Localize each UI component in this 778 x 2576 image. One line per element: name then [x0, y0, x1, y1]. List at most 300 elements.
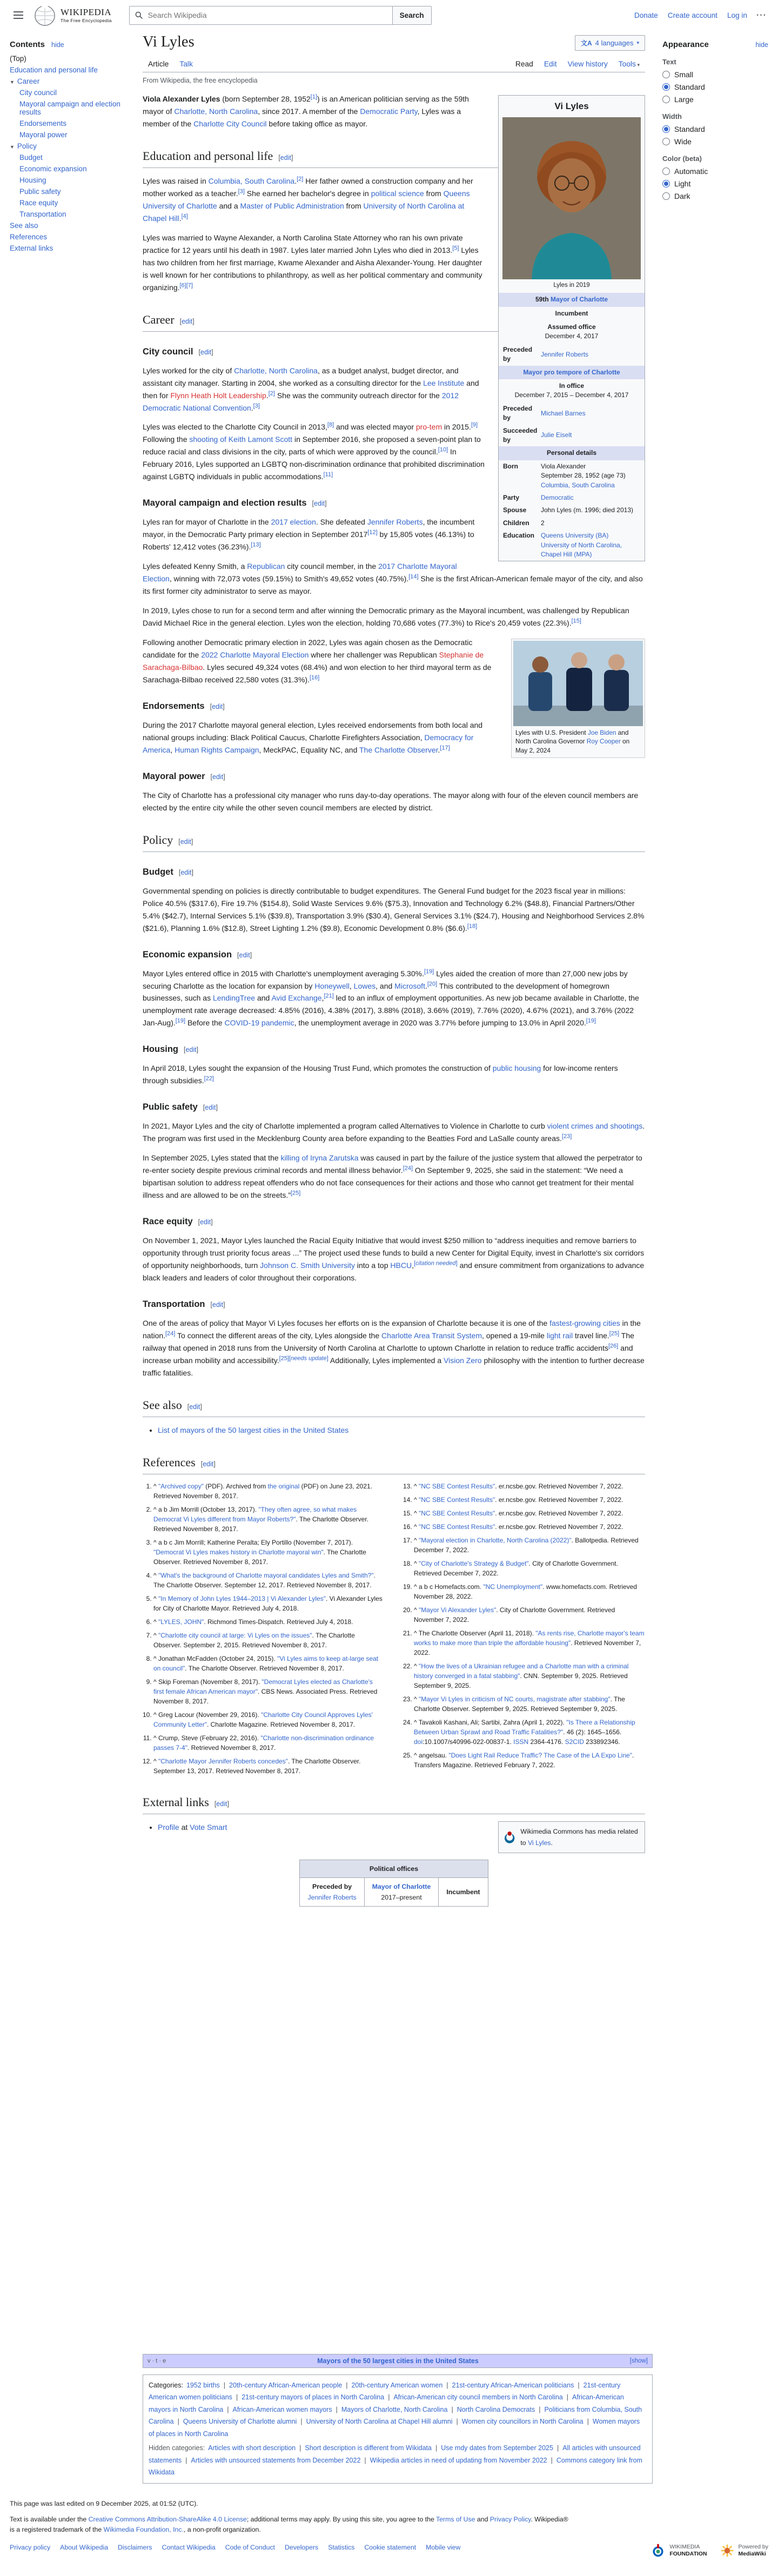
radio-button[interactable]	[662, 138, 670, 145]
page-title: Vi Lyles	[143, 33, 194, 50]
category-link[interactable]: Articles with unsourced statements from December 2022	[191, 2456, 361, 2464]
edit-link[interactable]: edit	[180, 868, 192, 876]
wikipedia-logo[interactable]	[33, 4, 112, 26]
page-tabs	[143, 56, 645, 72]
toc-list	[10, 55, 124, 252]
reference: 4. ^ "What's the background of Charlotte mayoral candidates Lyles and Smith?". The Charlotte Observer. September 12, 2017. Retrieved November 8, 2017.	[153, 1571, 385, 1590]
preceded-by-link[interactable]: Jennifer Roberts	[541, 350, 589, 358]
wiki-link[interactable]: "They often agree, so what makes Democrat Vi Lyles different from Mayor Roberts?"	[153, 1505, 357, 1523]
infobox-row: Spouse John Lyles (m. 1996; died 2013)	[503, 506, 633, 514]
wiki-link[interactable]: shooting of Keith Lamont Scott	[189, 435, 293, 444]
wiki-link[interactable]: The Charlotte Observer	[359, 745, 438, 754]
section-heading-city-council: City council [edit]	[143, 346, 213, 357]
wiki-link[interactable]: killing of Iryna Zarutska	[280, 1153, 359, 1163]
ref-link[interactable]: [3]	[253, 402, 260, 409]
appearance-group-title: Text	[662, 58, 676, 66]
succession-office: Mayor of Charlotte 2017–present	[364, 1877, 439, 1906]
wiki-link[interactable]: Lowes	[353, 981, 376, 990]
commons-box	[498, 1821, 645, 1853]
toc-item	[10, 244, 124, 252]
office1-header	[499, 293, 645, 306]
ref-link[interactable]: [24]	[403, 1165, 413, 1172]
radio-button[interactable]	[662, 167, 670, 175]
succession-preceded-link[interactable]: Jennifer Roberts	[307, 1894, 357, 1902]
toc-item	[10, 131, 124, 139]
category-link[interactable]: 1952 births	[186, 2381, 220, 2389]
wiki-link[interactable]: Democratic Party	[360, 106, 418, 116]
edit-link[interactable]: edit	[203, 1460, 214, 1468]
ref-link[interactable]: [13]	[251, 541, 261, 548]
wiki-link[interactable]: "Mayoral election in Charlotte, North Carolina (2022)"	[418, 1536, 572, 1544]
tab-edit[interactable]: Edit	[544, 60, 557, 68]
edit-link[interactable]: edit	[314, 500, 325, 508]
toc-item	[10, 222, 124, 230]
appearance-option-automatic[interactable]: Automatic	[662, 167, 768, 176]
wiki-link[interactable]: LendingTree	[212, 994, 256, 1003]
tabs-right	[510, 56, 645, 72]
toc-link[interactable]: (Top)	[10, 55, 26, 63]
paragraph: One of the areas of policy that Mayor Vi Lyles focuses her efforts on is the expansion of Charlotte because it is one of the fastest-growing cities in the nation.[24] To connect the different areas of the city, Lyles alongside the Charlotte Area Transit System, opened a 19-mile light rail travel line.[25] The railway that opened in 2018 runs from the University of North Carolina at Charlotte to uptown Charlotte in relation to reduce traffic accidents[26] and increase urban mobility and accessibility.[25][needs update] Additionally, Lyles implemented a Vision Zero philosophy with the intention to further decrease traffic fatalities.	[143, 1318, 645, 1377]
wiki-link[interactable]: "City of Charlotte's Strategy & Budget"	[418, 1559, 529, 1567]
footer-link-developers[interactable]: Developers	[284, 2543, 319, 2551]
wiki-link[interactable]: Republican	[247, 562, 285, 571]
chevron-down-icon: ▾	[635, 62, 640, 68]
biden-cooper-photo[interactable]	[513, 641, 643, 726]
office1-title-link[interactable]: Mayor of Charlotte	[551, 296, 608, 304]
paragraph: Lyles ran for mayor of Charlotte in the 2017 election. She defeated Jennifer Roberts, the incumbent mayor, in the Democratic Party primary election in September 2017[12] by 15,805 votes (46.13%) to Roberts' 12,412 votes (36.23%).[13]	[143, 518, 475, 552]
toc-link[interactable]: Housing	[19, 176, 46, 184]
mediawiki-logo[interactable]: Powered by MediaWiki	[720, 2544, 768, 2558]
toc-title: Contents	[10, 40, 45, 49]
appearance-option-small[interactable]: Small	[662, 70, 768, 79]
section-heading-budget: Budget [edit]	[143, 867, 193, 877]
wiki-link[interactable]: Roy Cooper	[586, 737, 621, 746]
reference: 22. ^ "How the lives of a Ukrainian refugee and a Charlotte man with a criminal history converged in a fatal stabbing". CNN. September 9, 2025. Retrieved September 9, 2025.	[414, 1661, 645, 1691]
wiki-link[interactable]: light rail	[546, 1331, 573, 1340]
tab-tools[interactable]: Tools ▾	[618, 60, 640, 68]
party-link[interactable]: Democratic	[541, 493, 574, 501]
wikipedia-globe-icon	[33, 4, 56, 26]
education-link[interactable]: University of North Carolina, Chapel Hill (MPA)	[541, 541, 622, 558]
wiki-link[interactable]: Terms of Use	[436, 2515, 475, 2523]
category-link[interactable]: Articles with short description	[208, 2444, 296, 2452]
ref-link[interactable]: [7]	[186, 281, 193, 289]
wiki-link[interactable]: Vi Lyles	[528, 1839, 551, 1847]
toc-link[interactable]: See also	[10, 222, 38, 230]
education-link[interactable]: Queens University (BA)	[541, 532, 609, 540]
office2-title-link[interactable]: Mayor pro tempore of Charlotte	[523, 368, 620, 376]
appearance-group-title: Width	[662, 112, 682, 120]
category-link[interactable]: University of North Carolina at Chapel Hill alumni	[306, 2418, 453, 2426]
toc-link[interactable]: Policy	[17, 142, 37, 150]
ref-link[interactable]: [3]	[238, 188, 245, 195]
wiki-link[interactable]: "Charlotte Mayor Jennifer Roberts concedes"	[158, 1757, 288, 1765]
wiki-link[interactable]: Honeywell	[314, 981, 350, 990]
wiki-link[interactable]: "How the lives of a Ukrainian refugee and a Charlotte man with a criminal history converged in a fatal stabbing"	[414, 1662, 629, 1680]
category-link[interactable]: 21st-century American women politicians	[149, 2381, 621, 2401]
toc-item	[10, 187, 124, 196]
wiki-link[interactable]: "LYLES, JOHN"	[158, 1618, 204, 1626]
footer-link-privacy-policy[interactable]: Privacy policy	[10, 2543, 51, 2551]
category-link[interactable]: Short description is different from Wikidata	[305, 2444, 432, 2452]
toc-hide-link[interactable]: hide	[51, 41, 64, 49]
radio-button[interactable]	[662, 125, 670, 133]
wiki-link[interactable]: doi	[414, 1738, 423, 1746]
wiki-link[interactable]: Privacy Policy	[489, 2515, 531, 2523]
edit-link[interactable]: edit	[180, 837, 191, 846]
toc-link[interactable]: External links	[10, 244, 53, 252]
wikimedia-foundation-icon	[651, 2544, 665, 2558]
in-office-dates: In office December 7, 2015 – December 4, 2017	[514, 382, 629, 399]
search-input[interactable]	[148, 6, 392, 24]
toc-item	[10, 210, 124, 218]
footer-link-code-of-conduct[interactable]: Code of Conduct	[225, 2543, 275, 2551]
wiki-link[interactable]: violent crimes and shootings	[547, 1122, 643, 1131]
appearance-title: Appearance	[662, 40, 709, 49]
navbox-title[interactable]: Mayors of the 50 largest cities in the United States	[317, 2357, 479, 2365]
wiki-link[interactable]: Master of Public Administration	[240, 201, 344, 210]
ref-link[interactable]: [4]	[181, 213, 188, 220]
edit-link[interactable]: edit	[189, 1403, 200, 1411]
ref-link[interactable]: [18]	[467, 922, 478, 929]
toc-link[interactable]: Public safety	[19, 187, 61, 196]
languages-button[interactable]	[575, 35, 645, 51]
reference: 7. ^ "Charlotte city council at large: Vi Lyles on the issues". The Charlotte Observer. September 2, 2015. Retrieved November 8, 2017.	[153, 1631, 385, 1650]
wiki-link[interactable]: Human Rights Campaign	[175, 745, 259, 754]
category-link[interactable]: Queens University of Charlotte alumni	[183, 2418, 297, 2426]
ref-link[interactable]: [26]	[608, 1343, 619, 1350]
category-link[interactable]: Politicians from Columbia, South Carolina	[149, 2405, 642, 2426]
edit-link[interactable]: edit	[280, 153, 291, 162]
inline-tag[interactable]: [needs update]	[289, 1355, 328, 1362]
wiki-link[interactable]: "NC Unemployment"	[483, 1582, 543, 1591]
radio-button[interactable]	[662, 83, 670, 91]
radio-button[interactable]	[662, 71, 670, 78]
edit-link[interactable]: edit	[182, 317, 193, 325]
wiki-link[interactable]: "Charlotte City Council Approves Lyles' Community Letter"	[153, 1710, 373, 1728]
toc-link[interactable]: Endorsements	[19, 119, 67, 128]
tab-view-history[interactable]: View history	[567, 60, 608, 68]
category-link[interactable]: African-American women mayors	[232, 2405, 332, 2413]
wiki-link[interactable]: "Democrat Vi Lyles makes history in Charlotte mayoral win"	[153, 1548, 324, 1556]
category-link[interactable]: African-American city council members in North Carolina	[393, 2393, 563, 2401]
ref-link[interactable]: [2]	[268, 390, 275, 397]
heading-text: Endorsements	[143, 701, 205, 711]
ellipsis-menu-icon[interactable]: ⋯	[753, 8, 769, 23]
menu-icon[interactable]	[9, 5, 28, 25]
reference: 21. ^ The Charlotte Observer (April 11, 2018). "As rents rise, Charlotte mayor's team works to make more than triple the affordable housing". Retrieved November 7, 2022.	[414, 1628, 645, 1658]
inline-tag[interactable]: [citation needed]	[413, 1260, 458, 1267]
infobox-name: Vi Lyles	[554, 101, 589, 111]
wiki-link[interactable]: Creative Commons Attribution-ShareAlike 4.0 License	[88, 2515, 247, 2523]
appearance-hide-link[interactable]: hide	[755, 41, 768, 49]
wiki-link[interactable]: S2CID	[565, 1738, 584, 1746]
wikipedia-tagline: The Free Encyclopedia	[61, 18, 112, 23]
appearance-option-wide[interactable]: Wide	[662, 137, 768, 146]
navbox	[143, 2354, 653, 2368]
reference: 5. ^ "In Memory of John Lyles 1944–2013 | Vi Alexander Lyles". Vi Alexander Lyles for City of Charlotte Mayor. Retrieved July 4, 2018.	[153, 1594, 385, 1613]
wiki-link[interactable]: Joe Biden	[587, 728, 616, 736]
footer-link-item	[118, 2544, 152, 2551]
reference: 1. ^ "Archived copy" (PDF). Archived from the original (PDF) on June 23, 2021. Retrieved November 8, 2017.	[153, 1481, 385, 1501]
appearance-option-dark[interactable]: Dark	[662, 192, 768, 200]
footer-link-about-wikipedia[interactable]: About Wikipedia	[60, 2543, 109, 2551]
heading-text: References	[143, 1455, 196, 1469]
ref-link[interactable]: [12]	[367, 529, 378, 536]
tab-read[interactable]: Read	[515, 60, 533, 68]
ref-link[interactable]: [19]	[586, 1017, 596, 1024]
toc-link[interactable]: Career	[17, 77, 40, 85]
appearance-option-standard[interactable]: Standard	[662, 125, 768, 133]
wiki-link[interactable]: "NC SBE Contest Results"	[418, 1509, 495, 1517]
ref-link[interactable]: [25]	[279, 1355, 289, 1362]
infobox-row: Succeeded by Julie Eiselt	[503, 426, 572, 444]
wiki-link[interactable]: Profile	[158, 1823, 179, 1832]
footer-link-statistics[interactable]: Statistics	[328, 2543, 355, 2551]
edit-link[interactable]: edit	[212, 773, 224, 781]
header-links	[634, 11, 747, 19]
wiki-link[interactable]: List of mayors of the 50 largest cities in the United States	[158, 1425, 349, 1434]
assumed-office: Assumed office December 4, 2017	[545, 323, 599, 340]
wiki-link[interactable]: fastest-growing cities	[549, 1318, 620, 1327]
wiki-link[interactable]: Charlotte, North Carolina	[234, 366, 318, 375]
toc-link[interactable]: City council	[19, 89, 57, 97]
ref-link[interactable]: [19]	[175, 1017, 186, 1024]
succession-office-link[interactable]: Mayor of Charlotte	[372, 1882, 431, 1890]
preceded-by-link[interactable]: Michael Barnes	[541, 409, 586, 417]
references-list	[143, 1481, 645, 1777]
navbox-show-link[interactable]: [show]	[629, 2357, 648, 2364]
footer-link-contact-wikipedia[interactable]: Contact Wikipedia	[162, 2543, 216, 2551]
ref-link[interactable]: [6]	[179, 281, 186, 289]
ref-link[interactable]: [11]	[323, 471, 333, 478]
wiki-link[interactable]: Avid Exchange	[271, 994, 322, 1003]
wiki-link[interactable]: 2017 election	[271, 518, 316, 527]
ref-link[interactable]: [5]	[452, 245, 459, 252]
footer-link-item	[225, 2544, 275, 2551]
edit-link[interactable]: edit	[185, 1046, 197, 1054]
footer-link-item	[162, 2544, 216, 2551]
ref-link[interactable]: [10]	[438, 446, 448, 453]
wiki-link[interactable]: Charlotte City Council	[193, 119, 267, 128]
wiki-link[interactable]: ISSN	[513, 1738, 529, 1746]
paragraph: During the 2017 Charlotte mayoral general election, Lyles received endorsements from both local and national groups including: Black Political Caucus, Charlotte Firefighters Association, Democracy for America, Human Rights Campaign, MeckPAC, Equality NC, and The Charlotte Observer.[17]	[143, 720, 483, 754]
ref-link[interactable]: [16]	[309, 674, 320, 681]
appearance-option-standard[interactable]: Standard	[662, 83, 768, 91]
wiki-link[interactable]: Charlotte, North Carolina	[174, 106, 258, 116]
wiki-link[interactable]: Queens University of Charlotte	[143, 189, 470, 210]
wiki-link[interactable]: 2012 Democratic National Convention	[143, 391, 459, 412]
ref-link[interactable]: [8]	[327, 421, 334, 428]
heading-text: Career	[143, 312, 175, 326]
wiki-link[interactable]: "Mayor Vi Lyles in criticism of NC courts, magistrate after stabbing"	[418, 1695, 611, 1703]
category-link[interactable]: Wikipedia articles in need of updating from November 2022	[370, 2456, 547, 2464]
wiki-link[interactable]: "In Memory of John Lyles 1944–2013 | Vi Alexander Lyles"	[158, 1594, 326, 1602]
red-link[interactable]: pro-tem	[415, 422, 442, 432]
wiki-link[interactable]: Microsoft	[394, 981, 425, 990]
edit-link[interactable]: edit	[212, 702, 223, 710]
edit-link[interactable]: edit	[216, 1800, 227, 1808]
main-content	[143, 33, 645, 2332]
footer-link-disclaimers[interactable]: Disclaimers	[118, 2543, 152, 2551]
wiki-link[interactable]: "Vi Lyles aims to keep at-large seat on council"	[153, 1654, 379, 1672]
ref-link[interactable]: [1]	[310, 93, 318, 100]
portrait-photo[interactable]	[502, 117, 641, 279]
category-link[interactable]: 20th-century African-American people	[229, 2381, 343, 2389]
wiki-link[interactable]: Vote Smart	[190, 1823, 227, 1832]
ref-link[interactable]: [9]	[471, 421, 478, 428]
category-link[interactable]: African-American mayors in North Carolina	[149, 2393, 624, 2413]
wiki-link[interactable]: 2022 Charlotte Mayoral Election	[201, 650, 309, 659]
wiki-link[interactable]: Columbia, South Carolina	[208, 176, 295, 185]
ref-link[interactable]: [25]	[609, 1330, 620, 1337]
born-place-link[interactable]: Columbia, South Carolina	[541, 481, 615, 489]
heading-text: Mayoral power	[143, 771, 205, 781]
toc-item	[10, 165, 124, 173]
wiki-link[interactable]: "Mayor Vi Alexander Lyles"	[418, 1606, 497, 1614]
language-icon: 文A	[580, 39, 592, 47]
wiki-link[interactable]: "Is There a Relationship Between Urban Sprawl and Road Traffic Fatalities?"	[414, 1718, 635, 1736]
wiki-link[interactable]: "NC SBE Contest Results"	[418, 1495, 495, 1504]
ref-link[interactable]: [23]	[561, 1133, 572, 1140]
toc-link[interactable]: Transportation	[19, 210, 66, 218]
ref-link[interactable]: [22]	[204, 1075, 214, 1082]
edit-link[interactable]: edit	[200, 1218, 211, 1226]
edit-link[interactable]: edit	[239, 951, 250, 959]
wiki-link[interactable]: Johnson C. Smith University	[260, 1260, 355, 1270]
wiki-link[interactable]: HBCU	[390, 1260, 412, 1270]
infobox	[498, 95, 645, 561]
chevron-down-icon[interactable]: ▼	[10, 144, 15, 150]
wiki-link[interactable]: "Democrat Lyles elected as Charlotte's first female African American mayor"	[153, 1678, 373, 1695]
wiki-link[interactable]: "NC SBE Contest Results"	[418, 1522, 495, 1531]
wiki-link[interactable]: Charlotte Area Transit System	[381, 1331, 482, 1340]
category-link[interactable]: 20th-century American women	[351, 2381, 443, 2389]
red-link[interactable]: Stephanie de Sarachaga-Bilbao	[143, 650, 484, 672]
wiki-link[interactable]: Wikimedia Foundation, Inc.	[103, 2525, 184, 2533]
wiki-link[interactable]: public housing	[492, 1064, 541, 1073]
radio-button[interactable]	[662, 180, 670, 187]
wiki-link[interactable]: "Charlotte city council at large: Vi Lyles on the issues"	[158, 1631, 312, 1639]
appearance-group-title: Color (beta)	[662, 155, 702, 163]
wiki-link[interactable]: the original	[267, 1482, 300, 1490]
edit-link[interactable]: edit	[212, 1300, 224, 1309]
category-link[interactable]: North Carolina Democrats	[457, 2405, 535, 2413]
toc-item	[10, 199, 124, 207]
toc-item	[10, 77, 124, 85]
category-link[interactable]: Women city councillors in North Carolina	[461, 2418, 584, 2426]
toc-link[interactable]: Race equity	[19, 199, 58, 207]
red-link[interactable]: Flynn Heath Holt Leadership	[170, 391, 266, 400]
radio-button[interactable]	[662, 192, 670, 200]
appearance-option-large[interactable]: Large	[662, 95, 768, 104]
heading-text: External links	[143, 1795, 209, 1809]
category-link[interactable]: Mayors of Charlotte, North Carolina	[341, 2405, 448, 2413]
ref-link[interactable]: [15]	[571, 618, 581, 625]
office2-header	[499, 366, 645, 379]
edit-link[interactable]: edit	[205, 1104, 216, 1112]
category-link[interactable]: 21st-century mayors of places in North Carolina	[242, 2393, 385, 2401]
wiki-link[interactable]: "Charlotte non-discrimination ordinance passes 7-4"	[153, 1734, 374, 1752]
hidden-categories-label: Hidden categories:	[149, 2444, 205, 2452]
appearance-groups	[662, 58, 768, 200]
toc-link[interactable]: References	[10, 233, 48, 241]
appearance-option-light[interactable]: Light	[662, 179, 768, 188]
reference: 18. ^ "City of Charlotte's Strategy & Budget". City of Charlotte Government. Retrieved December 7, 2022.	[414, 1559, 645, 1578]
toc-link[interactable]: Budget	[19, 153, 43, 162]
wiki-link[interactable]: Jennifer Roberts	[367, 518, 423, 527]
wiki-link[interactable]: "What's the background of Charlotte mayoral candidates Lyles and Smith?"	[158, 1571, 374, 1579]
radio-button[interactable]	[662, 96, 670, 103]
ref-link[interactable]: [19]	[424, 968, 434, 975]
ref-link[interactable]: [25]	[290, 1190, 301, 1197]
chevron-down-icon[interactable]: ▼	[10, 79, 15, 85]
wiki-link[interactable]: "NC SBE Contest Results"	[418, 1482, 495, 1490]
header-link-log-in[interactable]: Log in	[727, 11, 747, 19]
tab-article[interactable]: Article	[148, 60, 169, 68]
ref-link[interactable]: [24]	[165, 1330, 176, 1337]
wiki-link[interactable]: Democracy for America	[143, 733, 474, 754]
category-link[interactable]: Use mdy dates from September 2025	[441, 2444, 553, 2452]
header-link-create-account[interactable]: Create account	[667, 11, 717, 19]
category-link[interactable]: 21st-century African-American politicians	[452, 2381, 574, 2389]
category-link[interactable]: Commons category link from Wikidata	[149, 2456, 642, 2477]
toc-link[interactable]: Mayoral campaign and election results	[19, 100, 120, 116]
navbox-vte[interactable]: v · t · e	[147, 2357, 166, 2364]
list-item: • Profile at Vote Smart	[158, 1821, 645, 1834]
category-link[interactable]: All articles with unsourced statements	[149, 2444, 641, 2464]
paragraph: In 2019, Lyles chose to run for a second term and after winning the Democratic primary as the Mayoral incumbent, was challenged by Republican David Michael Rice in the general election. Lyles won the election, holding 70,686 votes (77.3%) to Rice's 20,459 votes (22.3%).[15]	[143, 606, 629, 627]
ref-link[interactable]: [21]	[324, 992, 334, 999]
category-link[interactable]: Women mayors of places in North Carolina	[149, 2418, 640, 2438]
toc-link[interactable]: Mayoral power	[19, 131, 68, 139]
section-heading-endorsements: Endorsements [edit]	[143, 701, 225, 711]
header-link-donate[interactable]: Donate	[634, 11, 658, 19]
footer-link-cookie-statement[interactable]: Cookie statement	[364, 2543, 417, 2551]
license-text: Text is available under the Creative Commons Attribution-ShareAlike 4.0 License; additional terms may apply. By using this site, you agree to the Terms of Use and Privacy Policy. Wikipedia® is a registered trademark of the Wikimedia Foundation, Inc., a non-profit organization.	[10, 2515, 568, 2533]
wiki-link[interactable]: University of North Carolina at Chapel Hill	[143, 201, 465, 223]
tab-talk[interactable]: Talk	[179, 60, 193, 68]
wiki-link[interactable]: COVID-19 pandemic	[224, 1018, 294, 1028]
wiki-link[interactable]: "As rents rise, Charlotte mayor's team works to make more than triple the affordable housing"	[414, 1629, 645, 1647]
categories-label: Categories:	[149, 2381, 183, 2389]
ref-link[interactable]: [20]	[427, 980, 438, 987]
wiki-link[interactable]: Vision Zero	[444, 1356, 482, 1365]
infobox-row: Preceded by Jennifer Roberts	[503, 345, 589, 363]
section-heading-transportation: Transportation [edit]	[143, 1299, 225, 1309]
wiki-link[interactable]: political science	[371, 189, 424, 198]
ref-link[interactable]: [17]	[440, 744, 450, 751]
wiki-link[interactable]: 2017 Charlotte Mayoral Election	[143, 562, 457, 583]
appearance-header	[662, 40, 768, 49]
ref-link[interactable]: [14]	[408, 573, 419, 580]
footer-links	[10, 2544, 460, 2551]
wiki-link[interactable]: "Does Light Rail Reduce Traffic? The Case of the LA Expo Line"	[448, 1751, 632, 1759]
toc-link[interactable]: Economic expansion	[19, 165, 87, 173]
reference: 19. ^ a b c Homefacts.com. "NC Unemployment". www.homefacts.com. Retrieved November 28, 2022.	[414, 1582, 645, 1601]
reference: 8. ^ Jonathan McFadden (October 24, 2015). "Vi Lyles aims to keep at-large seat on council". The Charlotte Observer. Retrieved November 8, 2017.	[153, 1654, 385, 1673]
ref-link[interactable]: [2]	[297, 176, 304, 183]
succession-incumbent: Incumbent	[439, 1877, 488, 1906]
wiki-link[interactable]: "Archived copy"	[158, 1482, 204, 1490]
wiki-link[interactable]: Lee Institute	[423, 378, 465, 387]
search-button[interactable]: Search	[392, 6, 431, 24]
succeeded-by-link[interactable]: Julie Eiselt	[541, 431, 572, 439]
wikimedia-foundation-logo[interactable]: WIKIMEDIA FOUNDATION	[651, 2544, 707, 2558]
footer-link-mobile-view[interactable]: Mobile view	[426, 2543, 461, 2551]
edit-link[interactable]: edit	[200, 348, 212, 356]
toc-link[interactable]: Education and personal life	[10, 66, 98, 74]
